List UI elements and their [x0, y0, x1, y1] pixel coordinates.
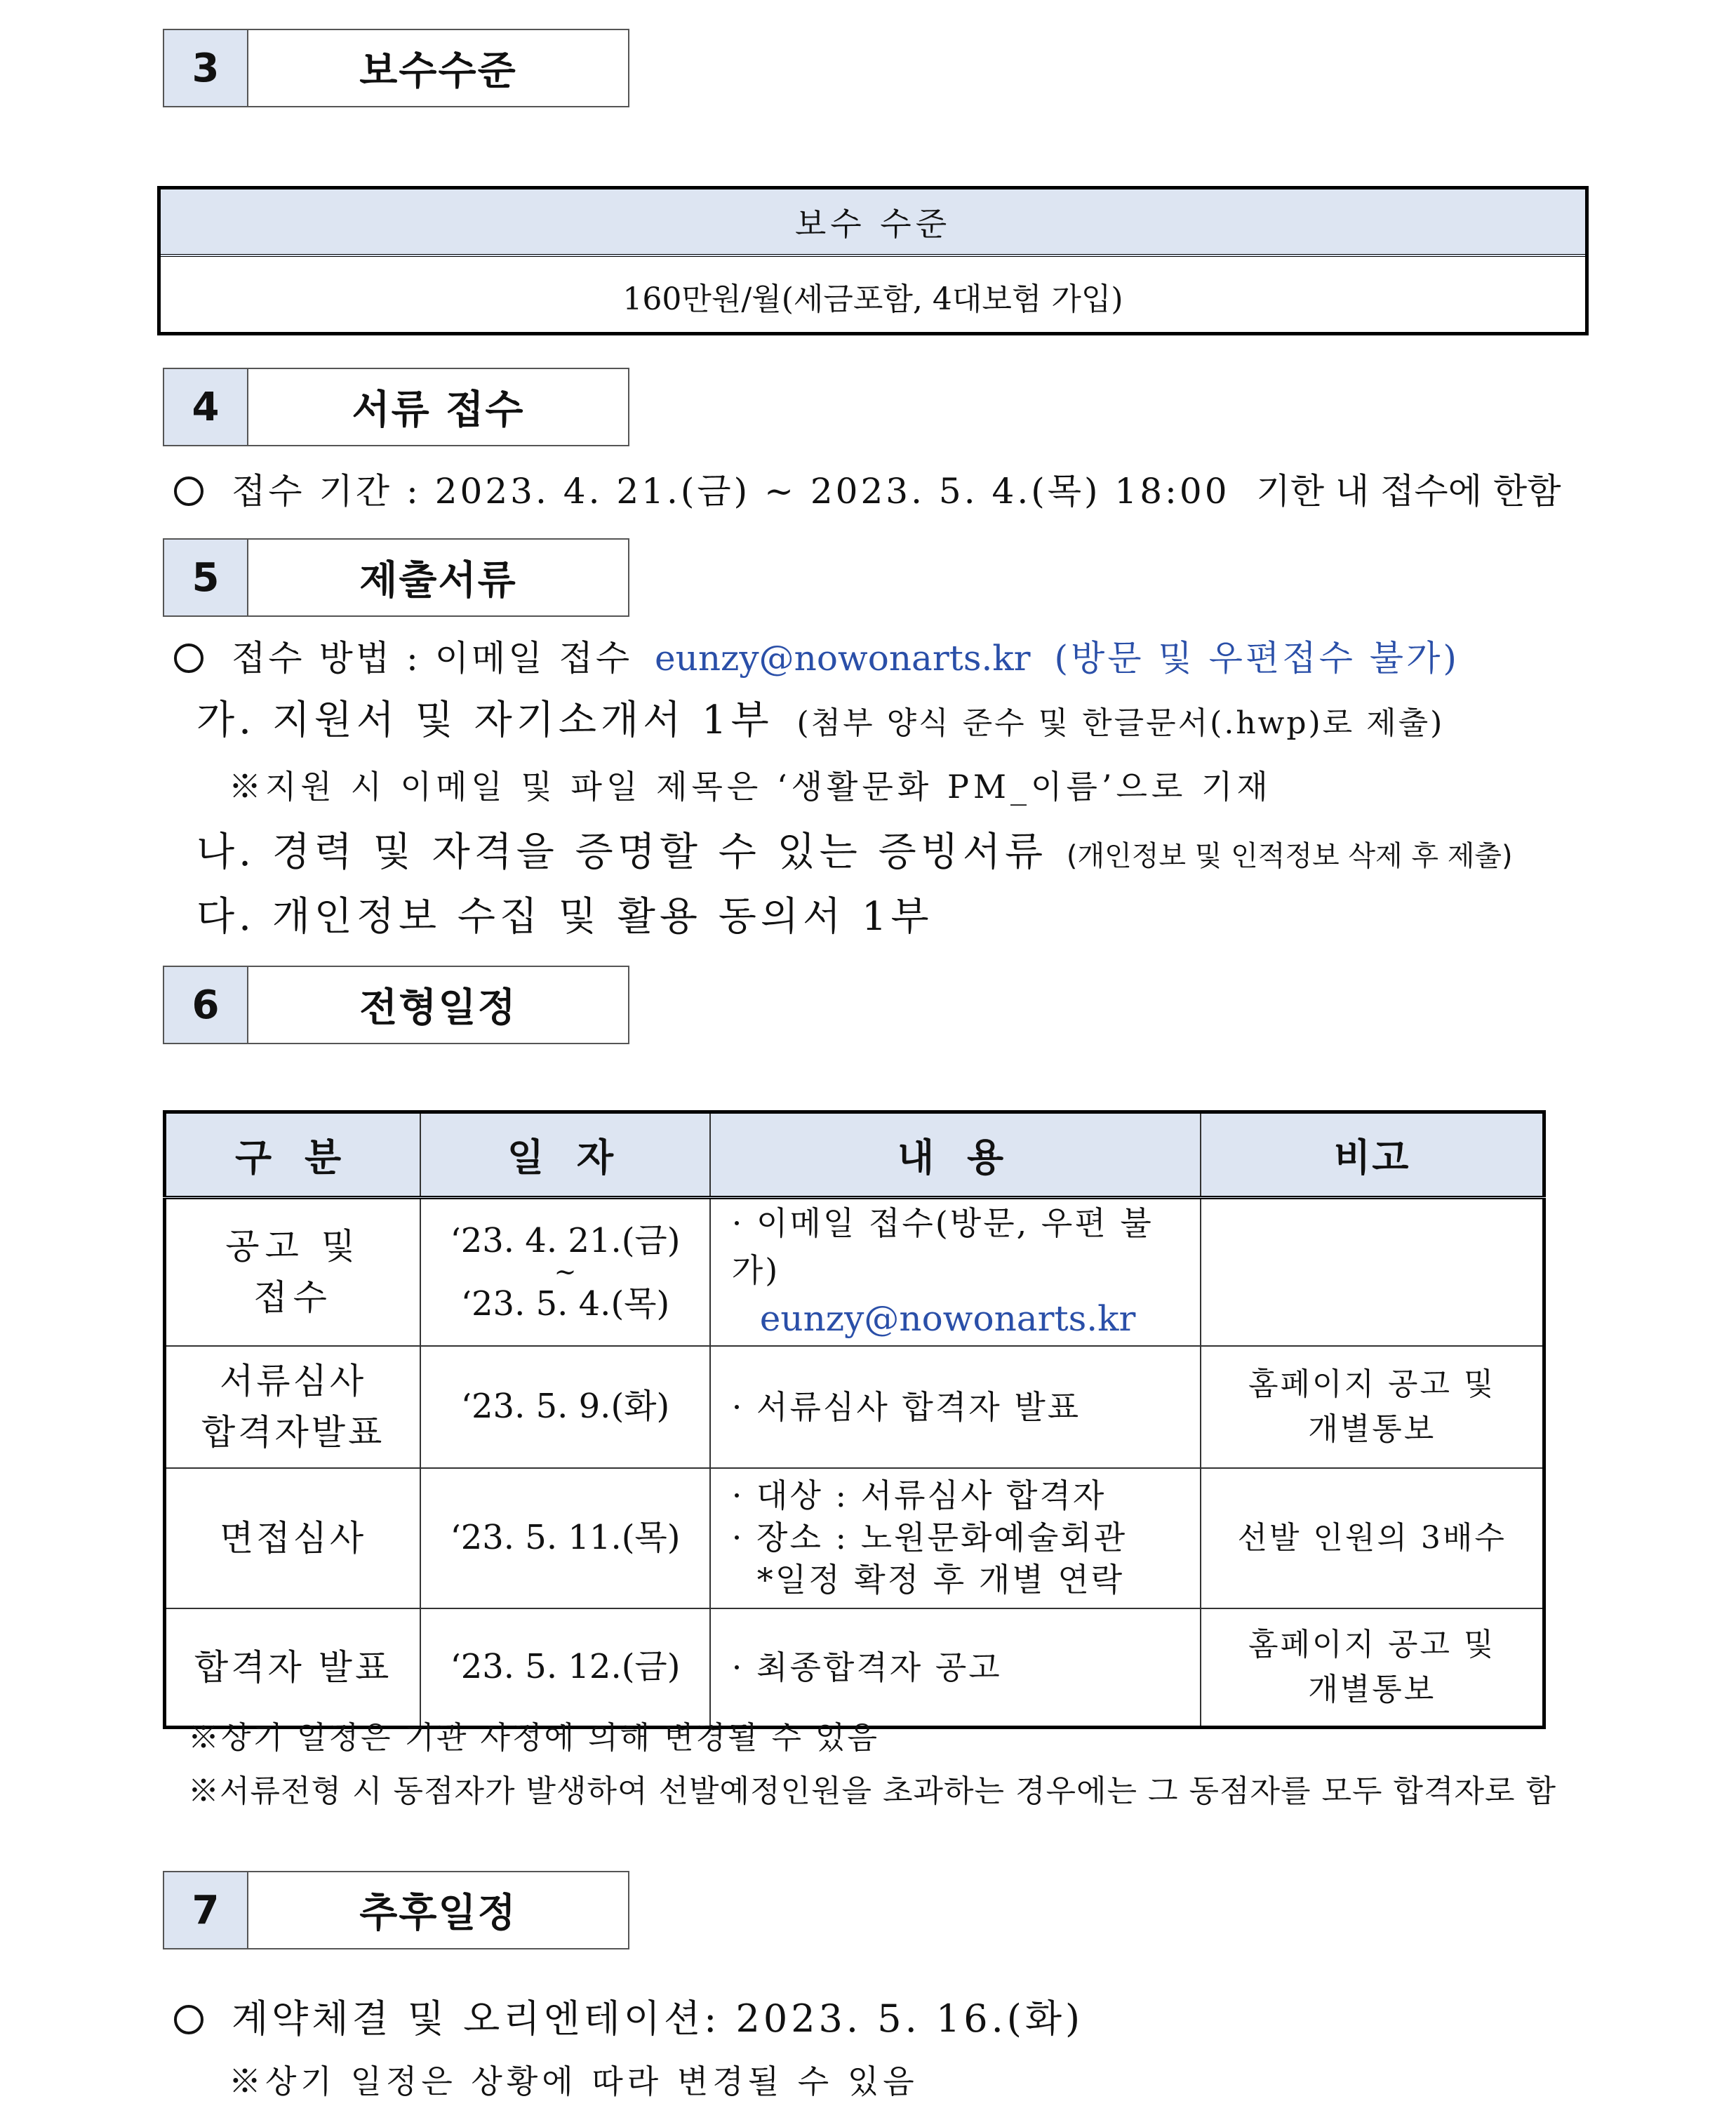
schedule-note-2: ※서류전형 시 동점자가 발생하여 선발예정인원을 초과하는 경우에는 그 동점자를 모두 합격자로 함	[188, 1773, 1557, 1809]
table-header-row	[165, 1112, 1544, 1198]
stage-cell: 합격자 발표	[165, 1608, 421, 1728]
schedule-note-1: ※상기 일정은 기관 사정에 의해 변경될 수 있음	[188, 1720, 879, 1756]
section-4-header	[163, 368, 629, 446]
note-cell: 홈페이지 공고 및 개별통보	[1201, 1346, 1544, 1468]
pay-table	[157, 186, 1589, 335]
header-content: 내 용	[710, 1112, 1201, 1198]
section-title: 보수수준	[359, 48, 517, 94]
stage-cell: 서류심사 합격자발표	[165, 1346, 421, 1468]
receipt-period: 접수 기간 : 2023. 4. 21.(금) ~ 2023. 5. 4.(목) 18:00 기한 내 접수에 한함	[174, 463, 1561, 514]
email-link[interactable]: eunzy@nowonarts.kr	[759, 1298, 1136, 1340]
method-note: (방문 및 우편접수 불가)	[1054, 638, 1460, 679]
section-number: 4	[164, 369, 248, 445]
section-number: 6	[164, 967, 248, 1043]
circle-bullet-icon	[174, 476, 203, 506]
circle-bullet-icon	[174, 644, 203, 673]
receipt-period-tail: 기한 내 접수에 한함	[1256, 471, 1561, 512]
section-number: 5	[164, 540, 248, 615]
table-row	[165, 1608, 1544, 1728]
receipt-method: 접수 방법 : 이메일 접수 eunzy@nowonarts.kr (방문 및 우편접수 불가)	[174, 630, 1460, 681]
date-cell: ‘23. 4. 21.(금) ~ ‘23. 5. 4.(목)	[420, 1198, 710, 1346]
header-stage: 구 분	[165, 1112, 421, 1198]
circle-bullet-icon	[174, 2005, 203, 2034]
followup-schedule: 계약체결 및 오리엔테이션: 2023. 5. 16.(화)	[174, 1989, 1083, 2043]
note-cell: 선발 인원의 3배수	[1201, 1468, 1544, 1608]
section-title: 서류 접수	[352, 387, 525, 433]
content-cell: · 서류심사 합격자 발표	[710, 1346, 1201, 1468]
section-title: 추후일정	[359, 1891, 517, 1936]
section-5-header	[163, 538, 629, 617]
content-cell: · 대상 : 서류심사 합격자 · 장소 : 노원문화예술회관 *일정 확정 후 개별 연락	[710, 1468, 1201, 1608]
note-cell	[1201, 1198, 1544, 1346]
date-cell: ‘23. 5. 11.(목)	[420, 1468, 710, 1608]
header-date: 일 자	[420, 1112, 710, 1198]
date-cell: ‘23. 5. 9.(화)	[420, 1346, 710, 1468]
section-number: 3	[164, 30, 248, 106]
pay-table-value: 160만원/월(세금포함, 4대보험 가입)	[622, 281, 1123, 317]
date-cell: ‘23. 5. 12.(금)	[420, 1608, 710, 1728]
schedule-table	[163, 1110, 1546, 1729]
table-row	[165, 1468, 1544, 1608]
followup-note: ※상기 일정은 상황에 따라 변경될 수 있음	[229, 2062, 919, 2100]
content-cell: · 이메일 접수(방문, 우편 불가) eunzy@nowonarts.kr	[710, 1198, 1201, 1346]
header-note: 비고	[1201, 1112, 1544, 1198]
doc-item-b-sub: (개인정보 및 인적정보 삭제 후 제출)	[1066, 840, 1513, 872]
section-3-header	[163, 29, 629, 107]
doc-item-a-note: ※지원 시 이메일 및 파일 제목은 ‘생활문화 PM_이름’으로 기재	[229, 768, 1272, 806]
doc-item-c: 다. 개인정보 수집 및 활용 동의서 1부	[196, 894, 933, 940]
doc-item-a-sub: (첨부 양식 준수 및 한글문서(.hwp)로 제출)	[796, 705, 1445, 741]
content-cell: · 최종합격자 공고	[710, 1608, 1201, 1728]
section-title: 전형일정	[359, 985, 517, 1031]
table-row	[165, 1346, 1544, 1468]
stage-cell: 면접심사	[165, 1468, 421, 1608]
email-link[interactable]: eunzy@nowonarts.kr	[655, 638, 1031, 679]
section-number: 7	[164, 1872, 248, 1948]
section-7-header	[163, 1871, 629, 1949]
section-6-header	[163, 966, 629, 1044]
table-row	[165, 1198, 1544, 1346]
stage-cell: 공고 및 접수	[165, 1198, 421, 1346]
doc-item-a: 가. 지원서 및 자기소개서 1부 (첨부 양식 준수 및 한글문서(.hwp)로 제출)	[196, 698, 1445, 743]
section-title: 제출서류	[359, 558, 517, 604]
note-cell: 홈페이지 공고 및 개별통보	[1201, 1608, 1544, 1728]
doc-item-b: 나. 경력 및 자격을 증명할 수 있는 증빙서류 (개인정보 및 인적정보 삭제 후 제출)	[196, 829, 1513, 875]
pay-table-header: 보수 수준	[161, 189, 1585, 257]
